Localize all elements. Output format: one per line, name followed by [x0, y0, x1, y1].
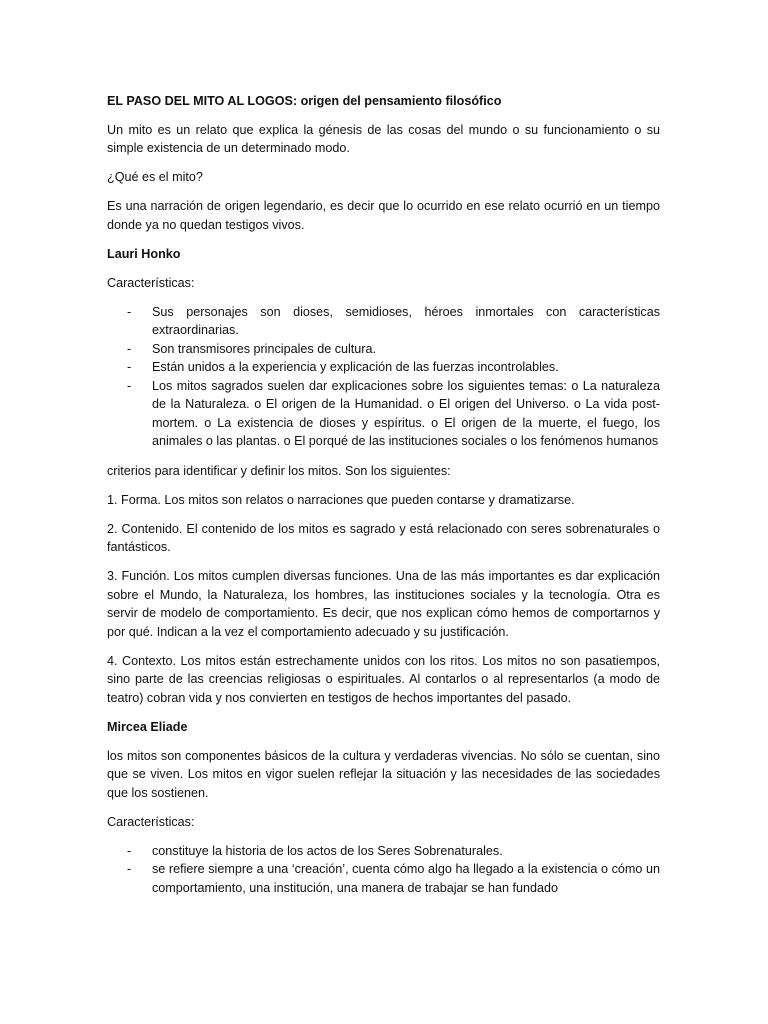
list-item: [107, 358, 660, 377]
paragraph-criterios: criterios para identificar y definir los mitos. Son los siguientes:: [107, 463, 451, 478]
criterion-contexto: 4. Contexto. Los mitos están estrechamente unidos con los ritos. Los mitos no son pasatiempos, sino parte de las creencias religiosas o espirituales. Al contarlos o al representarlos (a modo de teatro) cobran vida y nos convierten en testigos de hechos importantes del pasado.: [107, 653, 660, 705]
question-que-es-mito: ¿Qué es el mito?: [107, 170, 203, 184]
author-heading-eliade: Mircea Eliade: [107, 719, 188, 734]
list-item-text: Sus personajes son dioses, semidioses, héroes inmortales con características extraordinarias.: [152, 304, 660, 337]
list-item-text: Son transmisores principales de cultura.: [152, 341, 376, 356]
paragraph-narracion: Es una narración de origen legendario, es decir que lo ocurrido en ese relato ocurrió en un tiempo donde ya no quedan testigos vivos.: [107, 199, 660, 232]
list-item-text: Los mitos sagrados suelen dar explicaciones sobre los siguientes temas: o La naturaleza de la Naturaleza. o El origen de la Humanidad. o El origen del Universo. o La vida post-mortem. o La existencia de dioses y espíritus. o El origen de la muerte, el fuego, los animales o las plantas. o El porqué de las instituciones sociales o los fenómenos humanos: [152, 378, 660, 448]
list-item: [107, 303, 660, 340]
list-item: [107, 842, 660, 861]
document-page: [107, 92, 660, 908]
paragraph-mito-definition: Un mito es un relato que explica la génesis de las cosas del mundo o su funcionamiento o su simple existencia de un determinado modo.: [107, 122, 660, 155]
author-heading-honko: Lauri Honko: [107, 246, 181, 261]
dash-bullet: -: [127, 341, 132, 356]
document-title: EL PASO DEL MITO AL LOGOS: origen del pensamiento filosófico: [107, 94, 502, 108]
list-item: [107, 860, 660, 897]
characteristics-list-honko: [107, 303, 660, 451]
dash-bullet: -: [127, 843, 132, 858]
caracteristicas-label: Características:: [107, 275, 195, 290]
list-item-text: constituye la historia de los actos de los Seres Sobrenaturales.: [152, 843, 503, 858]
dash-bullet: -: [127, 304, 132, 319]
list-item: [107, 340, 660, 359]
dash-bullet: -: [127, 378, 132, 393]
caracteristicas-label-2: Características:: [107, 814, 195, 829]
list-item: [107, 377, 660, 451]
criterion-funcion: 3. Función. Los mitos cumplen diversas funciones. Una de las más importantes es dar explicación sobre el Mundo, la Naturaleza, los hombres, las instituciones sociales y la tecnología. Otra es servir de modelo de comportamiento. Es decir, que nos explican cómo hemos de comportarnos y por qué. Indican a la vez el comportamiento adecuado y su justificación.: [107, 569, 660, 639]
characteristics-list-eliade: [107, 842, 660, 898]
list-item-text: Están unidos a la experiencia y explicación de las fuerzas incontrolables.: [152, 360, 559, 374]
list-item-text: se refiere siempre a una ‘creación’, cuenta cómo algo ha llegado a la existencia o cómo un comportamiento, una institución, una manera de trabajar se han fundado: [152, 862, 660, 895]
criterion-contenido: 2. Contenido. El contenido de los mitos es sagrado y está relacionado con seres sobrenaturales o fantásticos.: [107, 521, 660, 554]
dash-bullet: -: [127, 360, 132, 374]
dash-bullet: -: [127, 862, 132, 876]
criterion-forma: 1. Forma. Los mitos son relatos o narraciones que pueden contarse y dramatizarse.: [107, 492, 575, 507]
paragraph-eliade: los mitos son componentes básicos de la cultura y verdaderas vivencias. No sólo se cuentan, sino que se viven. Los mitos en vigor suelen reflejar la situación y las necesidades de las sociedades que los sostienen.: [107, 748, 660, 800]
